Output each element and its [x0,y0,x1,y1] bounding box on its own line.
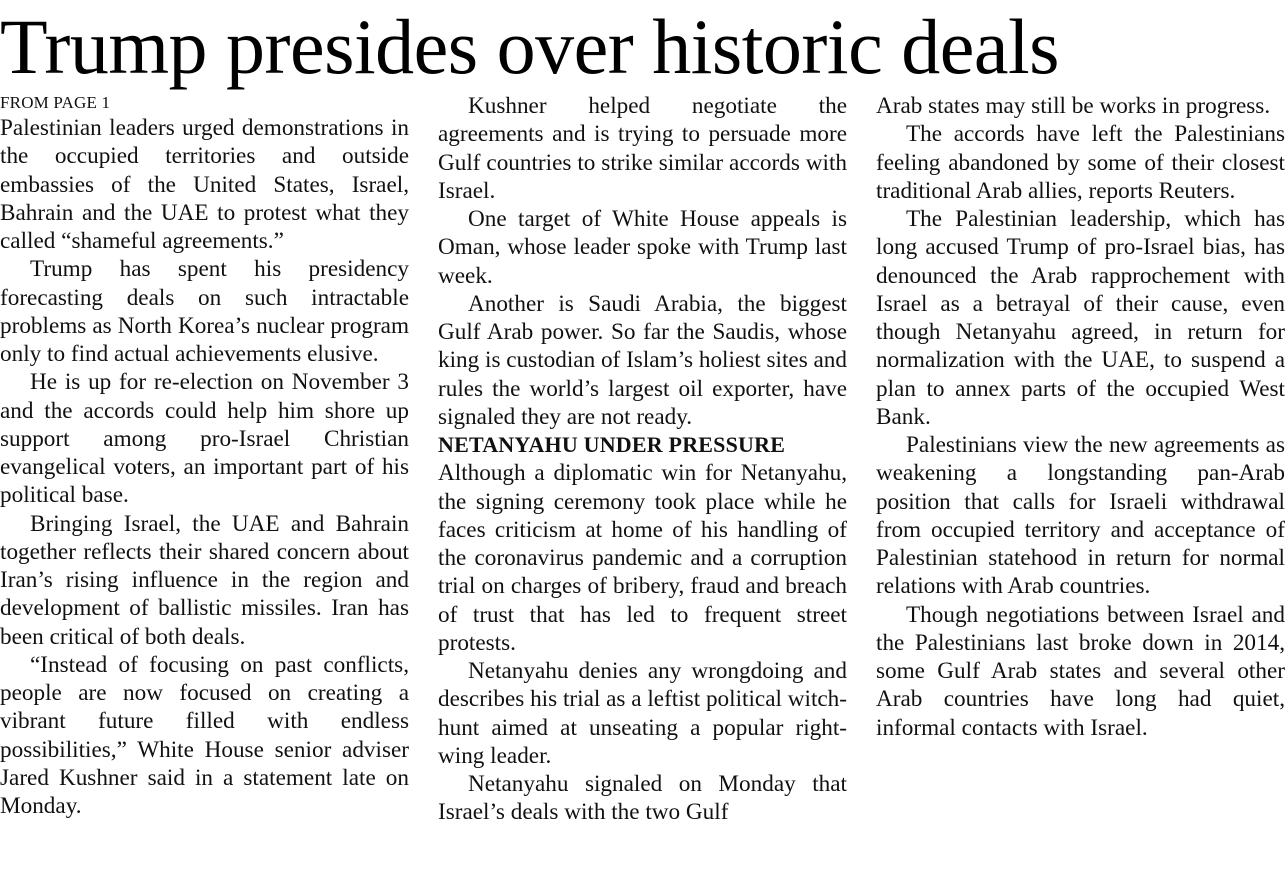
article-column-2 [438,92,847,827]
paragraph: The accords have left the Palestinians feeling abandoned by some of their closest traditional Arab allies, reports Reuters. [876,121,1285,204]
paragraph: Netanyahu signaled on Monday that Israel’s deals with the two Gulf [438,771,847,826]
paragraph: Bringing Israel, the UAE and Bahrain together reflects their shared concern about Iran’s rising influence in the region and development of ballistic missiles. Iran has been critical of both deals. [0,510,409,650]
kicker: FROM PAGE 1 [0,93,111,112]
paragraph: Kushner helped negotiate the agreements and is trying to persuade more Gulf countries to strike similar accords with Israel. [438,93,847,204]
paragraph: He is up for re-election on November 3 and the accords could help him shore up support among pro-Israel Christian evangelical voters, an important part of his political base. [0,369,409,509]
paragraph: Palestinians view the new agreements as weakening a longstanding pan-Arab position that calls for Israeli withdrawal from occupied territory and acceptance of Palestinian statehood in return for normal relations with Arab countries. [876,432,1285,600]
paragraph: Palestinian leaders urged demonstrations in the occupied territories and outside embassies of the United States, Israel, Bahrain and the UAE to protest what they called “shameful agreements.” [0,115,409,254]
paragraph: Another is Saudi Arabia, the biggest Gulf Arab power. So far the Saudis, whose king is custodian of Islam’s holiest sites and rules the world’s largest oil exporter, have signaled they are not ready. [438,290,847,430]
paragraph: Trump has spent his presidency forecasting deals on such intractable problems as North Korea’s nuclear program only to find actual achievements elusive. [0,256,409,367]
article-column-3 [876,92,1285,742]
paragraph: “Instead of focusing on past conflicts, people are now focused on creating a vibrant future filled with endless possibilities,” White House senior adviser Jared Kushner said in a statement late on Monday. [0,651,409,819]
article-column-1 [0,92,409,820]
paragraph: Although a diplomatic win for Netanyahu, the signing ceremony took place while he faces criticism at home of his handling of the coronavirus pandemic and a corruption trial on charges of bribery, fraud and breach of trust that has led to frequent street protests. [438,460,847,656]
paragraph: Netanyahu denies any wrongdoing and describes his trial as a leftist political witch-hunt aimed at unseating a popular right-wing leader. [438,658,847,769]
paragraph: Arab states may still be works in progress. [876,93,1271,119]
paragraph: The Palestinian leadership, which has long accused Trump of pro-Israel bias, has denounced the Arab rapprochement with Israel as a betrayal of their cause, even though Netanyahu agreed, in return for normalization with the UAE, to suspend a plan to annex parts of the occupied West Bank. [876,206,1285,430]
headline: Trump presides over historic deals [0,3,1059,90]
paragraph: Though negotiations between Israel and the Palestinians last broke down in 2014, some Gulf Arab states and several other Arab countries have long had quiet, informal contacts with Israel. [876,601,1285,741]
paragraph: One target of White House appeals is Oman, whose leader spoke with Trump last week. [438,206,847,289]
subhead: NETANYAHU UNDER PRESSURE [438,432,786,457]
